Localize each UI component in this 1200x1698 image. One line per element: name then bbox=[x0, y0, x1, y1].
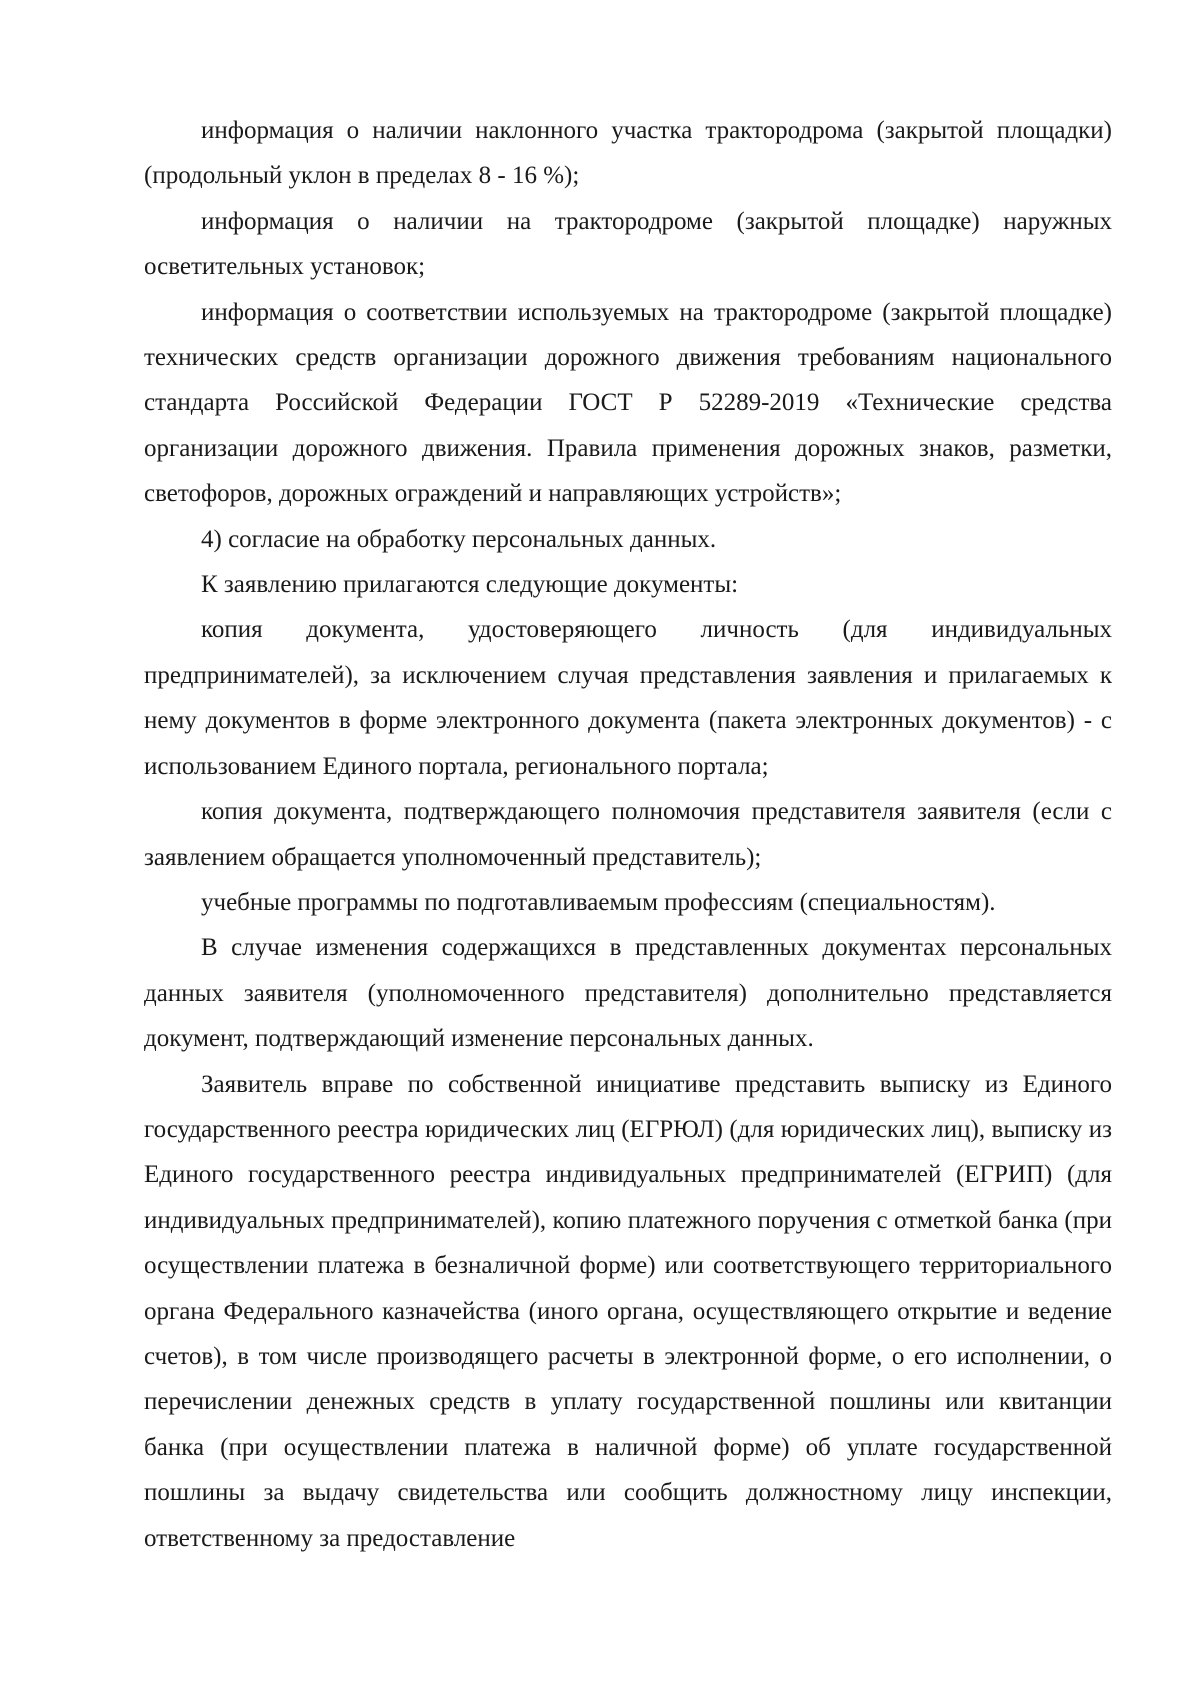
document-body bbox=[144, 108, 1112, 1561]
paragraph-personal-data-change: В случае изменения содержащихся в представленных документах персональных данных заявителя (уполномоченного представителя) дополнительно представляется документ, подтверждающий изменение персональных данных. bbox=[144, 934, 1112, 1053]
paragraph-traffic-means-info: информация о соответствии используемых на трактородроме (закрытой площадке) технических средств организации дорожного движения требованиям национального стандарта Российской Федерации ГОСТ Р 52289-2019 «Технические средства организации дорожного движения. Правила применения дорожных знаков, разметки, светофоров, дорожных ограждений и направляющих устройств»; bbox=[144, 298, 1112, 508]
paragraph-lighting-info: информация о наличии на трактородроме (закрытой площадке) наружных осветительных установок; bbox=[144, 207, 1112, 281]
paragraph-personal-data-consent: 4) согласие на обработку персональных данных. bbox=[201, 525, 717, 553]
paragraph-representative-authority-copy: копия документа, подтверждающего полномочия представителя заявителя (если с заявлением обращается уполномоченный представитель); bbox=[144, 798, 1112, 871]
paragraph-inclined-section-info: информация о наличии наклонного участка трактородрома (закрытой площадки) (продольный уклон в пределах 8 - 16 %); bbox=[144, 117, 1112, 190]
paragraph-identity-document-copy: копия документа, удостоверяющего личность (для индивидуальных предпринимателей), за исключением случая представления заявления и прилагаемых к нему документов в форме электронного документа (пакета электронных документов) - с использованием Единого портала, регионального портала; bbox=[144, 616, 1112, 780]
paragraph-training-programs: учебные программы по подготавливаемым профессиям (специальностям). bbox=[201, 888, 996, 916]
paragraph-applicant-initiative: Заявитель вправе по собственной инициативе представить выписку из Единого государственного реестра юридических лиц (ЕГРЮЛ) (для юридических лиц), выписку из Единого государственного реестра индивидуальных предпринимателей (ЕГРИП) (для индивидуальных предпринимателей), копию платежного поручения с отметкой банка (при осуществлении платежа в безналичной форме) или соответствующего территориального органа Федерального казначейства (иного органа, осуществляющего открытие и ведение счетов), в том числе производящего расчеты в электронной форме, о его исполнении, о перечислении денежных средств в уплату государственной пошлины или квитанции банка (при осуществлении платежа в наличной форме) об уплате государственной пошлины за выдачу свидетельства или сообщить должностному лицу инспекции, ответственному за предоставление bbox=[144, 1070, 1112, 1552]
paragraph-attached-documents-heading: К заявлению прилагаются следующие документы: bbox=[201, 571, 739, 599]
